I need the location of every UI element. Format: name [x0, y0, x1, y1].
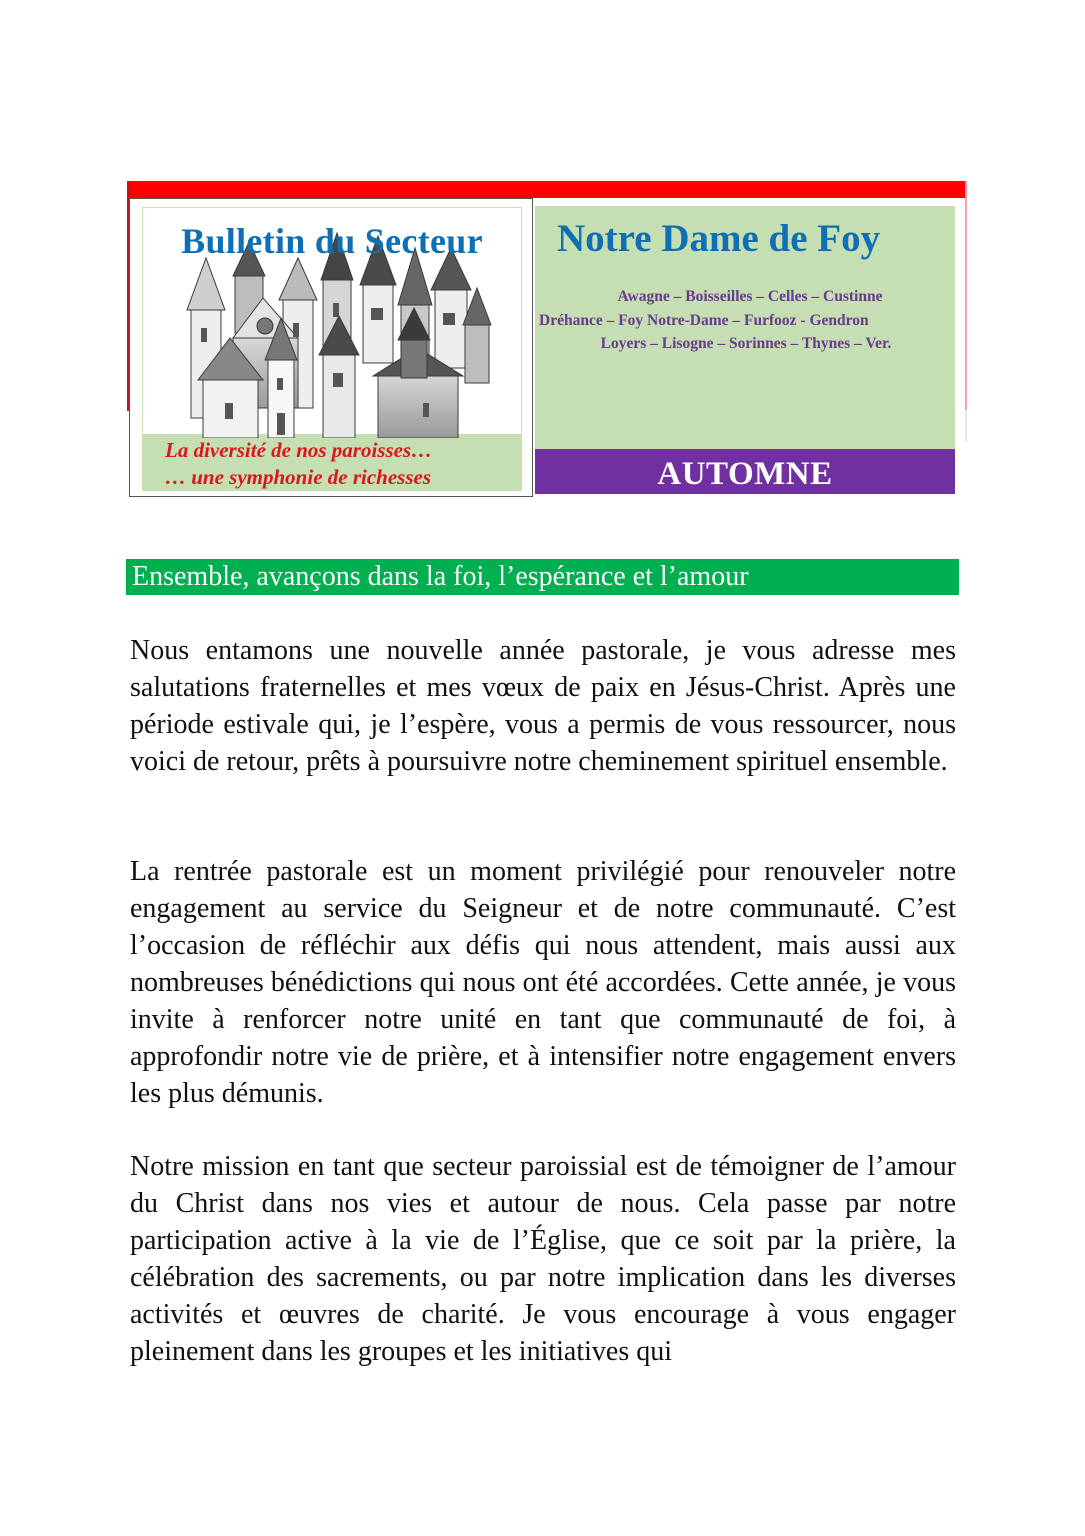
bulletin-title: Bulletin du Secteur: [181, 221, 483, 261]
village-list: [535, 285, 955, 356]
body-paragraph-2: La rentrée pastorale est un moment privilégié pour renouveler notre engagement au service du Seigneur et de notre communauté. C’est l’occasion de réfléchir aux défis qui nous attendent, mais aussi aux nombreuses bénédictions qui nous ont été accordées. Cette année, je vous invite à renforcer notre unité en tant que communauté de foi, à approfondir notre vie de prière, et à intensifier notre engagement envers les plus démunis.: [130, 856, 956, 1109]
sector-info-panel: [535, 206, 955, 451]
header-red-bar: [127, 181, 967, 198]
village-line-3: Loyers – Lisogne – Sorinnes – Thynes – Ver.: [600, 335, 892, 352]
section-title: Ensemble, avançons dans la foi, l’espérance et l’amour: [132, 561, 749, 592]
section-heading-bar: [126, 559, 959, 595]
header-border-right-lower: [965, 410, 967, 442]
bulletin-cover-inner: [142, 207, 522, 491]
village-line-2: Dréhance – Foy Notre-Dame – Furfooz - Gendron: [539, 311, 869, 329]
sector-name: Notre Dame de Foy: [557, 217, 881, 260]
season-band: [535, 449, 955, 494]
body-paragraph-3: Notre mission en tant que secteur paroissial est de témoigner de l’amour du Christ dans nos vies et autour de nous. Cela passe par notre participation active à la vie de l’Église, que ce soit par la prière, la célébration des sacrements, ou par notre implication dans les diverses activités et œuvres de charité. Je vous encourage à vous engager pleinement dans les groupes et les initiatives qui: [130, 1151, 956, 1367]
village-line-1: Awagne – Boisseilles – Celles – Custinne: [617, 288, 883, 305]
body-paragraph-1: Nous entamons une nouvelle année pastorale, je vous adresse mes salutations fraternelles et mes vœux de paix en Jésus-Christ. Après une période estivale qui, je l’espère, vous a permis de vous ressourcer, nous voici de retour, prêts à poursuivre notre cheminement spirituel ensemble.: [130, 635, 956, 777]
season-label: AUTOMNE: [657, 456, 833, 492]
tagline-line-1: La diversité de nos paroisses…: [165, 438, 433, 462]
tagline-line-2: … une symphonie de richesses: [165, 465, 432, 489]
tagline-band: [143, 434, 521, 490]
bulletin-cover-box: [129, 198, 533, 497]
header-red-border-right: [965, 181, 967, 411]
